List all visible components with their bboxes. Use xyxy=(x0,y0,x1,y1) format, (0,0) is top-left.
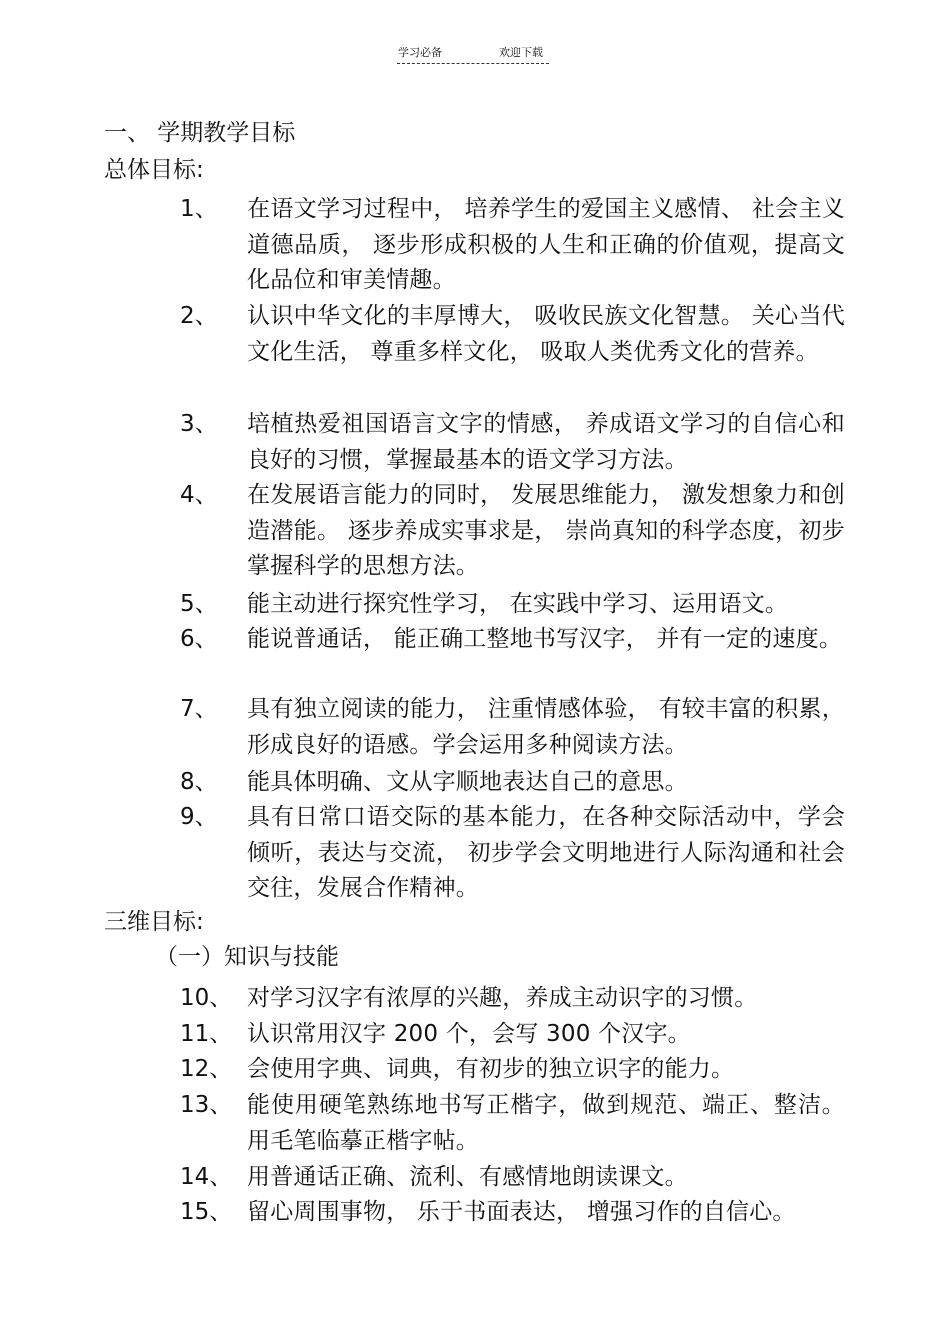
item-text: 在发展语言能力的同时， 发展思维能力， 激发想象力和创造潜能。 逐步养成实事求是， 崇尚真知的科学态度，初步掌握科学的思想方法。 xyxy=(247,482,845,579)
knowledge-skills-title: （一）知识与技能 xyxy=(155,944,339,970)
item-number: 3、 xyxy=(180,411,218,437)
item-number: 15、 xyxy=(180,1199,233,1225)
item-text: 认识中华文化的丰厚博大， 吸收民族文化智慧。 关心当代文化生活， 尊重多样文化， 吸取人类优秀文化的营养。 xyxy=(247,303,845,365)
item-text: 会使用字典、词典，有初步的独立识字的能力。 xyxy=(247,1056,735,1082)
three-dimension-goals-title: 三维目标: xyxy=(104,909,204,935)
item-number: 4、 xyxy=(180,482,218,508)
item-text: 培植热爱祖国语言文字的情感， 养成语文学习的自信心和良好的习惯，掌握最基本的语文学习方法。 xyxy=(247,411,845,473)
header-dashed-rule xyxy=(397,63,549,64)
item-number: 11、 xyxy=(180,1021,233,1047)
item-text: 用普通话正确、流利、有感情地朗读课文。 xyxy=(247,1164,688,1190)
item-number: 2、 xyxy=(180,303,218,329)
item-number: 9、 xyxy=(180,804,218,830)
item-text: 具有独立阅读的能力， 注重情感体验， 有较丰富的积累，形成良好的语感。学会运用多种阅读方法。 xyxy=(247,696,845,758)
item-text: 能使用硬笔熟练地书写正楷字，做到规范、端正、整洁。用毛笔临摹正楷字帖。 xyxy=(247,1092,845,1154)
item-number: 1、 xyxy=(180,196,218,222)
item-number: 10、 xyxy=(180,985,233,1011)
item-text: 对学习汉字有浓厚的兴趣，养成主动识字的习惯。 xyxy=(247,985,758,1011)
item-text: 在语文学习过程中， 培养学生的爱国主义感情、 社会主义道德品质， 逐步形成积极的人生和正确的价值观，提高文化品位和审美情趣。 xyxy=(247,196,845,293)
item-number: 14、 xyxy=(180,1164,233,1190)
item-number: 12、 xyxy=(180,1056,233,1082)
section-title: 一、 学期教学目标 xyxy=(104,120,296,146)
item-text: 能说普通话， 能正确工整地书写汉字， 并有一定的速度。 xyxy=(247,626,843,652)
item-text: 能主动进行探究性学习， 在实践中学习、运用语文。 xyxy=(247,591,789,617)
item-text: 认识常用汉字 200 个，会写 300 个汉字。 xyxy=(247,1021,691,1047)
item-text: 具有日常口语交际的基本能力，在各种交际活动中，学会倾听，表达与交流， 初步学会文明地进行人际沟通和社会交往，发展合作精神。 xyxy=(247,804,845,901)
item-number: 6、 xyxy=(180,626,218,652)
item-number: 5、 xyxy=(180,591,218,617)
header-right-text: 欢迎下载 xyxy=(499,46,543,59)
item-text: 能具体明确、文从字顺地表达自己的意思。 xyxy=(247,769,688,795)
page-header xyxy=(397,46,549,64)
header-left-text: 学习必备 xyxy=(398,46,442,59)
item-number: 7、 xyxy=(180,696,218,722)
item-text: 留心周围事物， 乐于书面表达， 增强习作的自信心。 xyxy=(247,1199,796,1225)
item-number: 8、 xyxy=(180,769,218,795)
overall-goals-title: 总体目标: xyxy=(104,157,204,183)
item-number: 13、 xyxy=(180,1092,233,1118)
